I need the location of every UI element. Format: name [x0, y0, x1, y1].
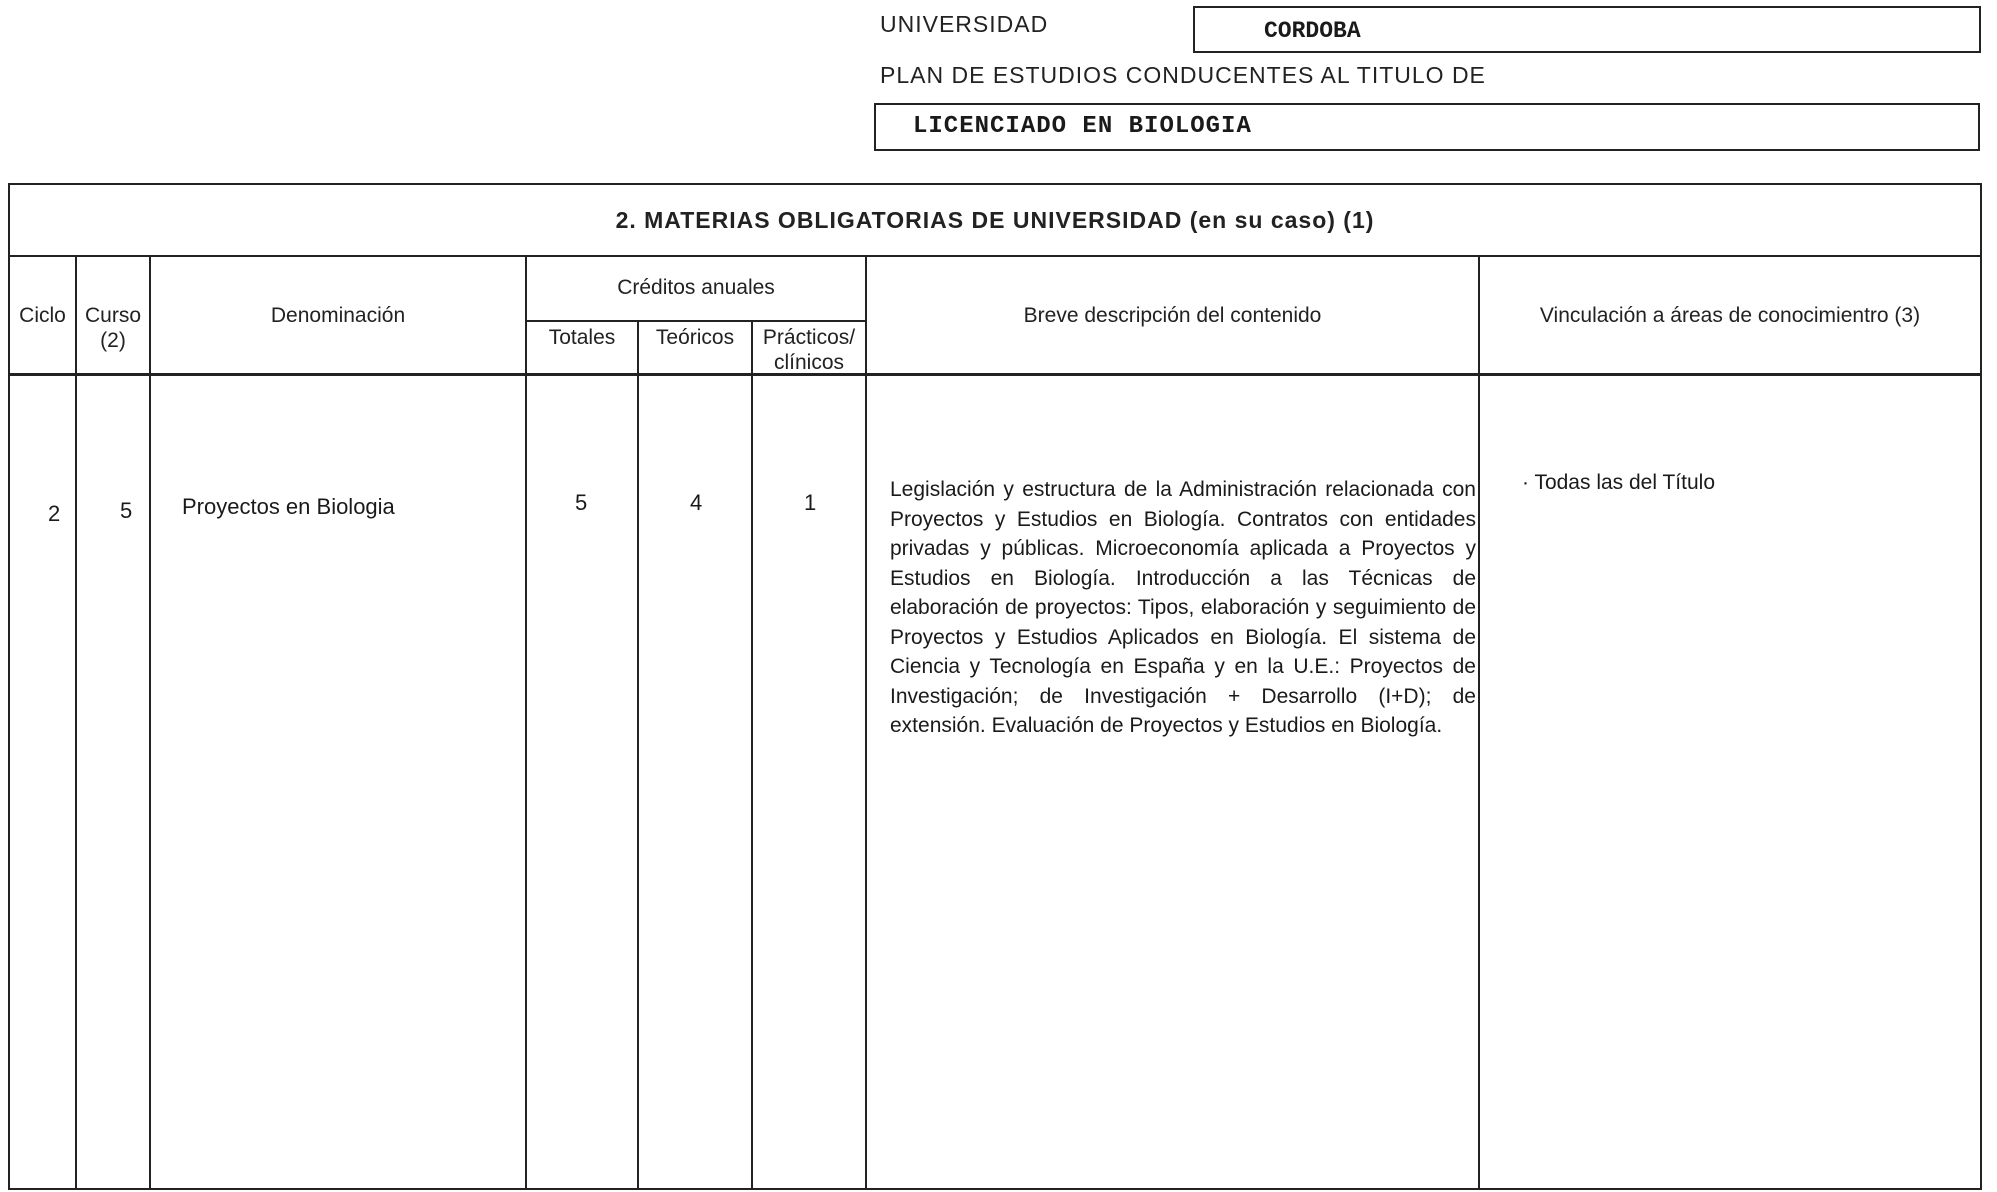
- row-curso: 5: [120, 498, 133, 523]
- col-header-curso: [77, 303, 149, 353]
- row-denominacion: Proyectos en Biologia: [182, 494, 395, 519]
- col-header-descripcion: Breve descripción del contenido: [1023, 304, 1322, 327]
- col-header-ciclo: Ciclo: [19, 304, 66, 327]
- university-field: [1193, 6, 1981, 53]
- col-line-denominacion: [525, 255, 527, 1188]
- col-header-curso-label: Curso: [84, 304, 142, 327]
- table-title: 2. MATERIAS OBLIGATORIAS DE UNIVERSIDAD (en su caso) (1): [615, 207, 1375, 233]
- col-line-curso: [149, 255, 151, 1188]
- title-divider: [10, 255, 1980, 257]
- row-practicos: 1: [804, 490, 817, 515]
- col-header-vinculacion: Vinculación a áreas de conocimientro (3): [1539, 304, 1921, 327]
- col-header-practicos-line2: clínicos: [773, 351, 845, 374]
- university-label: UNIVERSIDAD: [880, 11, 1049, 37]
- row-teoricos: 4: [690, 490, 703, 515]
- col-header-practicos-line1: Prácticos/: [762, 326, 856, 349]
- credits-subdivider: [525, 320, 867, 322]
- plan-label: PLAN DE ESTUDIOS CONDUCENTES AL TITULO DE: [880, 62, 1486, 88]
- header-divider: [10, 373, 1980, 376]
- degree-value: LICENCIADO EN BIOLOGIA: [913, 113, 1252, 140]
- row-vinculacion: · Todas las del Título: [1522, 471, 1715, 494]
- university-value: CORDOBA: [1264, 18, 1361, 44]
- col-header-curso-note: (2): [100, 329, 126, 352]
- col-line-totales: [637, 320, 639, 1188]
- col-line-descripcion: [1478, 255, 1480, 1188]
- col-header-totales: Totales: [548, 326, 616, 349]
- col-line-creditos: [865, 255, 867, 1188]
- col-header-practicos: [753, 325, 865, 375]
- degree-field: [874, 103, 1980, 151]
- row-descripcion: Legislación y estructura de la Administración relacionada con Proyectos y Estudios en Biología. Contratos con entidades privadas y públicas. Microeconomía aplicada a Proyectos y Estudios en Biología. Introducción a las Técnicas de elaboración de proyectos: Tipos, elaboración y seguimiento de Proyectos y Estudios Aplicados en Biología. El sistema de Ciencia y Tecnología en España y en la U.E.: Proyectos de Investigación; de Investigación + Desarrollo (I+D); de extensión. Evaluación de Proyectos y Estudios en Biología.: [890, 478, 1476, 737]
- col-header-creditos: Créditos anuales: [617, 276, 775, 299]
- subjects-table: [8, 183, 1982, 1190]
- col-header-teoricos: Teóricos: [655, 326, 735, 349]
- col-line-ciclo: [75, 255, 77, 1188]
- col-line-teoricos: [751, 320, 753, 1188]
- col-header-denominacion: Denominación: [270, 304, 406, 327]
- row-ciclo: 2: [48, 501, 61, 526]
- row-totales: 5: [575, 490, 588, 515]
